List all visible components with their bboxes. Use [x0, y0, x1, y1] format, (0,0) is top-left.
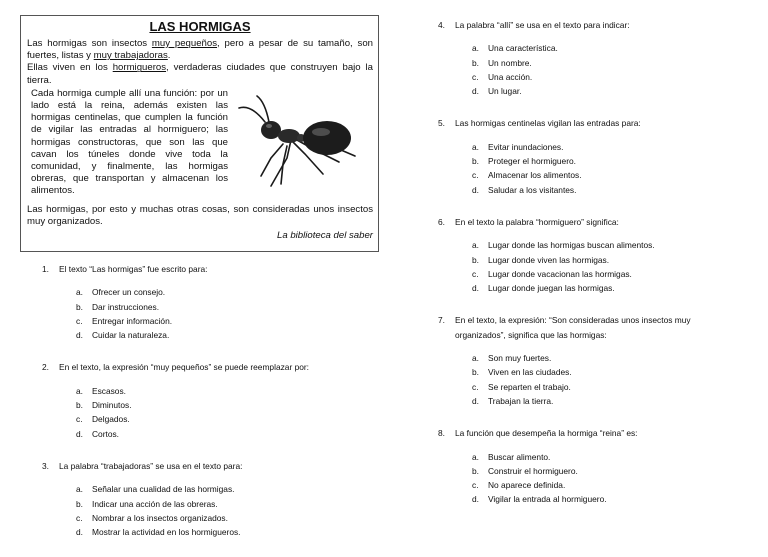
question-1: 1. El texto “Las hormigas” fue escrito para: a. Ofrecer un consejo. b. Dar instrucciones. c. Entregar información. d. Cuidar la naturaleza.	[42, 262, 372, 342]
option-item: a. Una característica.	[472, 43, 558, 54]
option-item: a. Ofrecer un consejo.	[76, 287, 166, 298]
option-item: c. No aparece definida.	[472, 480, 566, 491]
reading-box	[20, 15, 379, 252]
option-item: b. Diminutos.	[76, 400, 132, 411]
question-6: 6. En el texto la palabra “hormiguero” significa: a. Lugar donde las hormigas buscan alimentos. b. Lugar donde viven las hormigas. c. Lugar donde vacacionan las hormigas. d. Lugar donde juegan las hormigas.	[438, 215, 738, 295]
question-4: 4. La palabra “allí” se usa en el texto para indicar: a. Una característica. b. Un nombre. c. Una acción. d. Un lugar.	[438, 18, 738, 98]
underlined-muy-pequenos: muy pequeños	[151, 38, 218, 49]
questions-right-column	[438, 18, 738, 525]
paragraph-1: Las hormigas son insectos muy pequeños, pero a pesar de su tamaño, son fuertes, listas y muy trabajadoras.	[27, 38, 374, 62]
option-item: d. Lugar donde juegan las hormigas.	[472, 283, 615, 294]
option-item: b. Un nombre.	[472, 57, 532, 68]
option-item: c. Una acción.	[472, 71, 533, 82]
option-item: b. Viven en las ciudades.	[472, 367, 572, 378]
option-item: c. Nombrar a los insectos organizados.	[76, 512, 228, 523]
question-text: En el texto, la expresión “muy pequeños” se puede reemplazar por:	[59, 362, 309, 373]
paragraph-3: Cada hormiga cumple allí una función: por un lado está la reina, además existen las hormigas centinelas, que cumplen la función de vigilar las entradas al hormiguero; las hormigas constructoras, que son las que cavan los túneles donde vive toda la comunidad, y finalmente, las hormigas obreras, que transportan y almacenan los alimentos.	[31, 87, 228, 197]
option-item: d. Vigilar la entrada al hormiguero.	[472, 494, 607, 505]
option-item: c. Almacenar los alimentos.	[472, 170, 582, 181]
option-item: d. Cuidar la naturaleza.	[76, 330, 170, 341]
option-item: b. Construir el hormiguero.	[472, 465, 578, 476]
option-item: d. Mostrar la actividad en los hormigueros.	[76, 527, 241, 538]
option-item: b. Lugar donde viven las hormigas.	[472, 254, 610, 265]
question-3: 3. La palabra “trabajadoras” se usa en el texto para: a. Señalar una cualidad de las hormigas. b. Indicar una acción de las obreras. c. Nombrar a los insectos organizados. d. Mostrar la actividad en los hormigueros.	[42, 459, 372, 539]
paragraph-4: Las hormigas, por esto y muchas otras cosas, son consideradas unos insectos muy organizados.	[27, 203, 373, 227]
question-text: La función que desempeña la hormiga “reina” es:	[455, 428, 638, 439]
ant-photo-icon	[228, 88, 373, 196]
option-item: d. Trabajan la tierra.	[472, 395, 554, 406]
option-item: c. Entregar información.	[76, 315, 173, 326]
question-text: El texto “Las hormigas” fue escrito para:	[59, 264, 208, 274]
option-item: d. Un lugar.	[472, 86, 522, 97]
option-item: a. Son muy fuertes.	[472, 353, 552, 364]
option-item: b. Indicar una acción de las obreras.	[76, 498, 218, 509]
underlined-muy-trabajadoras: muy trabajadoras	[93, 50, 168, 62]
option-item: d. Cortos.	[76, 428, 119, 439]
option-item: a. Lugar donde las hormigas buscan alimentos.	[472, 240, 655, 251]
underlined-hormigueros: hormigueros	[112, 62, 167, 74]
source-credit: La biblioteca del saber	[276, 230, 373, 242]
question-7: 7. En el texto, la expresión: “Son consideradas unos insectos muy organizados”, significa que las hormigas: a. Son muy fuertes. b. Viven en las ciudades. c. Se reparten el trabajo. d. Trabajan la tierra.	[438, 313, 738, 408]
question-text: Las hormigas centinelas vigilan las entradas para:	[455, 118, 641, 129]
option-item: a. Buscar alimento.	[472, 451, 551, 462]
option-item: d. Saludar a los visitantes.	[472, 184, 577, 195]
option-item: a. Señalar una cualidad de las hormigas.	[76, 484, 235, 495]
question-8: 8. La función que desempeña la hormiga “reina” es: a. Buscar alimento. b. Construir el hormiguero. c. No aparece definida. d. Vigilar la entrada al hormiguero.	[438, 426, 738, 506]
option-item: a. Escasos.	[76, 385, 126, 396]
question-text: La palabra “allí” se usa en el texto para indicar:	[455, 20, 630, 30]
option-item: c. Se reparten el trabajo.	[472, 381, 571, 392]
option-item: b. Dar instrucciones.	[76, 301, 160, 312]
reading-title: LAS HORMIGAS	[149, 19, 251, 34]
questions-left-column	[42, 262, 372, 557]
question-text: La palabra “trabajadoras” se usa en el texto para:	[59, 460, 243, 471]
paragraph-2: Ellas viven en los hormigueros, verdaderas ciudades que construyen bajo la tierra.	[27, 62, 373, 86]
option-item: b. Proteger el hormiguero.	[472, 156, 576, 167]
question-2: 2. En el texto, la expresión “muy pequeños” se puede reemplazar por: a. Escasos. b. Diminutos. c. Delgados. d. Cortos.	[42, 360, 372, 440]
question-5: 5. Las hormigas centinelas vigilan las entradas para: a. Evitar inundaciones. b. Proteger el hormiguero. c. Almacenar los alimentos. d. Saludar a los visitantes.	[438, 116, 738, 196]
option-item: c. Lugar donde vacacionan las hormigas.	[472, 268, 632, 279]
question-text: En el texto, la expresión: “Son consideradas unos insectos muy organizados”, significa que las hormigas:	[455, 315, 691, 340]
option-item: a. Evitar inundaciones.	[472, 141, 564, 152]
option-item: c. Delgados.	[76, 414, 130, 425]
question-text: En el texto la palabra “hormiguero” significa:	[455, 216, 619, 227]
